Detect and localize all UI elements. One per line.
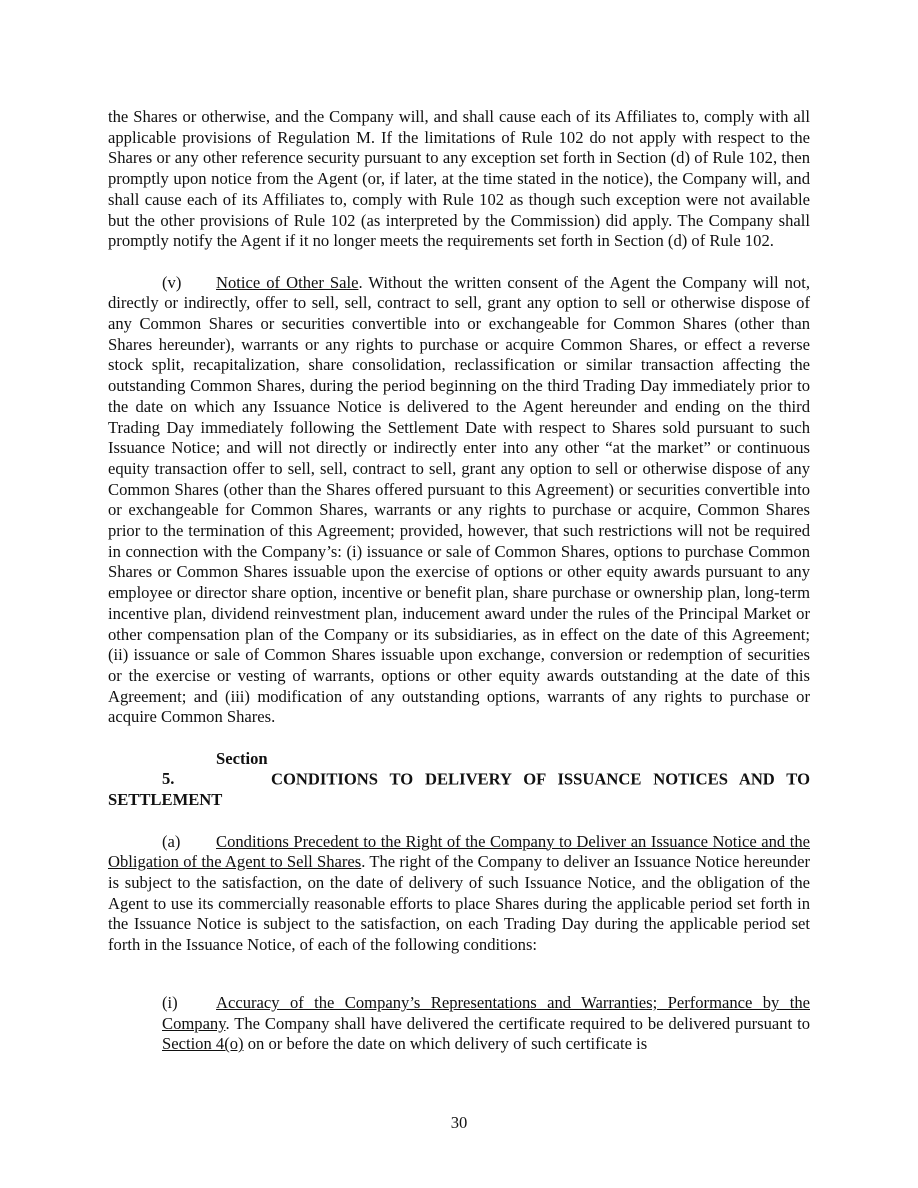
- page-number: 30: [450, 1113, 468, 1132]
- paragraph-spacer: [108, 252, 810, 273]
- paragraph-regulation-m: the Shares or otherwise, and the Company will, and shall cause each of its Affiliates to, comply with all applicable provisions of Regulation M. If the limitations of Rule 102 do not apply with respect to the Shares or any other reference security pursuant to any exception set forth in Section (d) of Rule 102, then promptly upon notice from the Agent (or, if later, at the time stated in the notice), the Company will, and shall cause each of its Affiliates to, comply with Rule 102 as though such exception were not available but the other provisions of Rule 102 (as interpreted by the Commission) did apply. The Company shall promptly notify the Agent if it no longer meets the requirements set forth in Section (d) of Rule 102.: [108, 107, 810, 251]
- clause-body-accuracy-after: on or before the date on which delivery of such certificate is: [243, 1034, 648, 1054]
- clause-marker-a: (a): [162, 831, 181, 851]
- section-5-heading: [108, 749, 810, 811]
- clause-body-notice-of-other-sale: . Without the written consent of the Agent the Company will not, directly or indirectly, offer to sell, sell, contract to sell, grant any option to sell or otherwise dispose of any Common Shares or securities convertible into or exchangeable for Common Shares (other than Shares hereunder), warrants or any rights to purchase or acquire Common Shares, or effect a reverse stock split, recapitalization, share consolidation, reclassification or similar transaction affecting the outstanding Common Shares, during the period beginning on the third Trading Day immediately prior to the date on which any Issuance Notice is delivered to the Agent hereunder and ending on the third Trading Day immediately following the Settlement Date with respect to Shares sold pursuant to such Issuance Notice; and will not directly or indirectly enter into any other “at the market” or continuous equity transaction offer to sell, sell, contract to sell, grant any option to sell or otherwise dispose of any Common Shares (other than the Shares offered pursuant to this Agreement) or securities convertible into or exchangeable for Common Shares, warrants or any rights to purchase or acquire, Common Shares prior to the termination of this Agreement; provided, however, that such restrictions will not be required in connection with the Company’s: (i) issuance or sale of Common Shares, options to purchase Common Shares or Common Shares issuable upon the exercise of options or other equity awards pursuant to any employee or director share option, incentive or benefit plan, share purchase or ownership plan, long-term incentive plan, dividend reinvestment plan, inducement award under the rules of the Principal Market or other compensation plan of the Company or its subsidiaries, as in effect on the date of this Agreement; (ii) issuance or sale of Common Shares issuable upon exchange, conversion or redemption of securities or the exercise or vesting of warrants, options or other equity awards outstanding at the date of this Agreement; and (iii) modification of any outstanding options, warrants of any rights to purchase or acquire Common Shares.: [108, 272, 810, 727]
- clause-title-conditions-precedent: Conditions Precedent to the Right of the Company to Deliver an Issuance Notice and the Obligation of the Agent to Sell Shares: [108, 831, 810, 872]
- section-number: Section 5.: [162, 748, 268, 789]
- paragraph-accuracy-of-representations: [162, 993, 810, 1055]
- clause-marker-v: (v): [162, 272, 182, 292]
- paragraph-spacer: [108, 811, 810, 832]
- paragraph-notice-of-other-sale: [108, 273, 810, 728]
- paragraph-spacer: [108, 728, 810, 749]
- clause-marker-i: (i): [162, 993, 178, 1013]
- clause-title-notice-of-other-sale: Notice of Other Sale: [216, 272, 359, 292]
- paragraph-spacer: [108, 956, 810, 977]
- paragraph-conditions-precedent: [108, 832, 810, 956]
- clause-body-conditions-precedent: . The right of the Company to deliver an Issuance Notice hereunder is subject to the satisfaction, on the date of delivery of such Issuance Notice, and the obligation of the Agent to use its commercially reasonable efforts to place Shares during the applicable period set forth in the Issuance Notice is subject to the satisfaction, on each Trading Day during the applicable period set forth in the Issuance Notice, of each of the following conditions:: [108, 852, 810, 955]
- section-4o-reference: Section 4(o): [162, 1034, 244, 1054]
- clause-body-accuracy-before: . The Company shall have delivered the certificate required to be delivered pursuant to: [225, 1013, 810, 1033]
- section-title: CONDITIONS TO DELIVERY OF ISSUANCE NOTICES AND TO SETTLEMENT: [108, 769, 810, 810]
- clause-title-accuracy: Accuracy of the Company’s Representations and Warranties; Performance by the Company: [162, 993, 810, 1033]
- document-page: [108, 107, 810, 1072]
